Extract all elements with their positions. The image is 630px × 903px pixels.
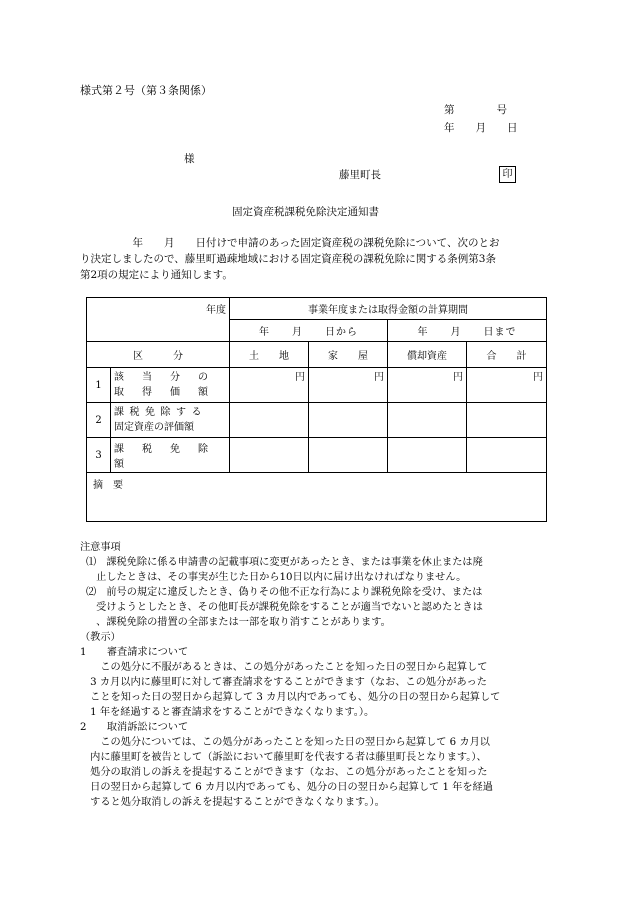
column-header-building: 家 屋: [309, 342, 388, 368]
table-cell: [388, 403, 467, 438]
column-header-land: 土 地: [230, 342, 309, 368]
table-cell: [230, 403, 309, 438]
row-label: 固定資産の評価額: [114, 422, 194, 433]
doc-date: 年 月 日: [444, 122, 518, 134]
note-item-2-line: 受けようとしたとき、その他町長が課税免除をすることが適当でないと認めたときは: [86, 602, 483, 613]
table-row: [87, 403, 547, 438]
table-row: [87, 438, 547, 473]
table-cell: [467, 403, 547, 438]
body-line-1: 年 月 日付けで申請のあった固定資産税の課税免除について、次のとお: [80, 237, 500, 249]
unit-label: 円: [309, 368, 388, 403]
doc-number: 第 号: [444, 104, 507, 116]
section-1-line: この処分に不服があるときは、この処分があったことを知った日の翌日から起算して: [80, 662, 488, 673]
section-1-line: ことを知った日の翌日から起算して 3 カ月以内であっても、処分の日の翌日から起算して: [80, 692, 501, 703]
notes-heading: 注意事項: [80, 542, 121, 553]
section-2-line: 内に藤里町を被告として（訴訟において藤里町を代表する者は藤里町長となります。）、: [80, 752, 487, 763]
document-title: 固定資産税課税免除決定通知書: [232, 206, 379, 218]
period-from: 年 月 日から: [230, 320, 388, 342]
unit-label: 円: [467, 368, 547, 403]
section-1-title: 1 審査請求について: [80, 647, 189, 658]
unit-label: 円: [230, 368, 309, 403]
table-cell: [388, 438, 467, 473]
note-item-1-line: ⑴ 課税免除に係る申請書の記載事項に変更があったとき、または事業を休止または廃: [86, 557, 483, 568]
row-label: 課税免除額: [111, 438, 230, 473]
fiscal-year-label: 年度: [87, 298, 230, 342]
row-label: 課税免除する: [114, 407, 207, 418]
seal-box: 印: [499, 166, 516, 183]
row-label: 該当分の: [114, 372, 226, 383]
period-header: 事業年度または取得金額の計算期間: [230, 298, 547, 320]
category-label: 区 分: [87, 342, 230, 368]
addressee-suffix: 様: [184, 153, 195, 165]
note-item-1-line: 止したときは、その事実が生じた日から10日以内に届け出なければなりません。: [86, 572, 467, 583]
notes-section: [80, 540, 550, 810]
section-1-line: 3 カ月以内に藤里町に対して審査請求をすることができます（なお、この処分があった: [80, 677, 487, 688]
section-2-line: 日の翌日から起算して 6 カ月以内であっても、処分の日の翌日から起算して 1 年を経過: [80, 782, 493, 793]
remarks-field: 摘 要: [87, 473, 547, 522]
section-2-line: 処分の取消しの訴えを提起することができます（なお、この処分があったことを知った: [80, 767, 488, 778]
unit-label: 円: [388, 368, 467, 403]
section-1-line: 1 年を経過すると審査請求をすることができなくなります。）。: [80, 707, 375, 718]
period-to: 年 月 日まで: [388, 320, 547, 342]
column-header-depreciable-assets: 償却資産: [388, 342, 467, 368]
note-item-2-line: ⑵ 前号の規定に違反したとき、偽りその他不正な行為により課税免除を受け、または: [86, 587, 483, 598]
row-number: 3: [87, 438, 111, 473]
row-number: 2: [87, 403, 111, 438]
table-cell: [467, 438, 547, 473]
table-cell: [309, 403, 388, 438]
issuer-name: 藤里町長: [339, 169, 381, 181]
table-cell: [230, 438, 309, 473]
column-header-total: 合 計: [467, 342, 547, 368]
section-2-title: 2 取消訴訟について: [80, 722, 189, 733]
body-line-3: 第2項の規定により通知します。: [80, 269, 233, 281]
body-line-2: り決定しましたので、藤里町過疎地域における固定資産税の課税免除に関する条例第3条: [80, 253, 496, 265]
instruction-heading: （教示）: [80, 632, 121, 643]
note-item-2-line: 、課税免除の措置の全部または一部を取り消すことがあります。: [86, 617, 391, 628]
row-number: 1: [87, 368, 111, 403]
exemption-table: [86, 297, 547, 522]
table-cell: [309, 438, 388, 473]
section-2-line: この処分については、この処分があったことを知った日の翌日から起算して 6 カ月以: [80, 737, 490, 748]
section-2-line: すると処分取消しの訴えを提起することができなくなります。）。: [80, 797, 385, 808]
row-label: 取得価額: [114, 387, 226, 398]
form-label: 様式第２号（第３条関係）: [80, 84, 212, 97]
table-row: [87, 368, 547, 403]
